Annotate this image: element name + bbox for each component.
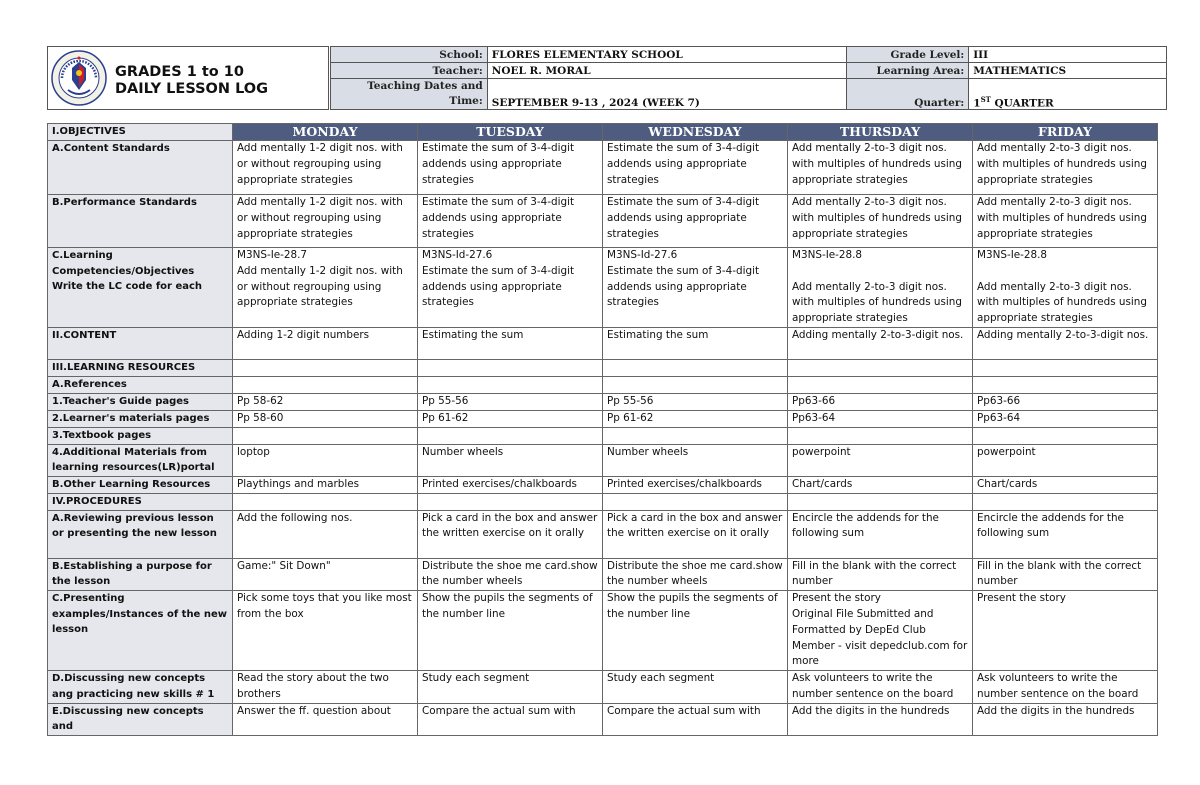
teaching-dates-value: SEPTEMBER 9-13 , 2024 (WEEK 7) [487, 79, 847, 110]
table-cell: Add mentally 2-to-3 digit nos. with multiples of hundreds using appropriate strategies [973, 195, 1158, 248]
table-cell: Ask volunteers to write the number sentence on the board [973, 671, 1158, 704]
table-row [48, 444, 1158, 476]
table-cell: Add mentally 1-2 digit nos. with or without regrouping using appropriate strategies [233, 141, 418, 195]
table-row [48, 410, 1158, 427]
table-cell: Playthings and marbles [233, 476, 418, 493]
row-label: B.Other Learning Resources [48, 476, 233, 493]
table-cell: M3NS-Id-27.6 Estimate the sum of 3-4-digit addends using appropriate strategies [418, 248, 603, 328]
objectives-label: I.OBJECTIVES [48, 124, 233, 141]
table-cell [418, 377, 603, 394]
table-cell: loptop [233, 444, 418, 476]
table-cell: Encircle the addends for the following sum [788, 510, 973, 558]
table-cell [233, 377, 418, 394]
table-cell: Read the story about the two brothers [233, 671, 418, 704]
table-cell: Adding mentally 2-to-3-digit nos. [788, 328, 973, 360]
row-label: C.Learning Competencies/Objectives Write the LC code for each [48, 248, 233, 328]
table-cell: Estimating the sum [418, 328, 603, 360]
day-tuesday: TUESDAY [418, 124, 603, 141]
title-line-1: GRADES 1 to 10 [115, 64, 244, 80]
table-cell: Chart/cards [788, 476, 973, 493]
table-cell: Estimate the sum of 3-4-digit addends using appropriate strategies [603, 195, 788, 248]
grade-level-value: III [969, 47, 1167, 63]
table-cell: M3NS-Ie-28.7 Add mentally 1-2 digit nos. with or without regrouping using appropriate strategies [233, 248, 418, 328]
day-monday: MONDAY [233, 124, 418, 141]
row-label: A.Content Standards [48, 141, 233, 195]
table-cell [788, 377, 973, 394]
table-cell: Add the digits in the hundreds [788, 703, 973, 735]
row-label: IV.PROCEDURES [48, 493, 233, 510]
school-label: School: [331, 47, 488, 63]
table-cell: Show the pupils the segments of the number line [418, 591, 603, 671]
table-cell: Ask volunteers to write the number sentence on the board [788, 671, 973, 704]
table-cell: Compare the actual sum with [603, 703, 788, 735]
table-row [48, 558, 1158, 591]
table-cell [973, 360, 1158, 377]
table-cell [788, 360, 973, 377]
quarter-text: QUARTER [990, 97, 1054, 109]
quarter-suffix: ST [980, 94, 991, 104]
teacher-label: Teacher: [331, 63, 488, 79]
table-cell [233, 427, 418, 444]
table-row [48, 476, 1158, 493]
table-cell: Pp63-64 [973, 410, 1158, 427]
table-cell [418, 360, 603, 377]
teacher-value: NOEL R. MORAL [487, 63, 847, 79]
table-cell [603, 360, 788, 377]
table-cell: powerpoint [973, 444, 1158, 476]
table-cell: Adding 1-2 digit numbers [233, 328, 418, 360]
table-row [48, 671, 1158, 704]
table-row [48, 493, 1158, 510]
table-cell [233, 360, 418, 377]
table-cell [973, 377, 1158, 394]
table-cell [788, 427, 973, 444]
row-label: 4.Additional Materials from learning resources(LR)portal [48, 444, 233, 476]
table-cell [603, 493, 788, 510]
table-row [48, 377, 1158, 394]
row-label: 2.Learner's materials pages [48, 410, 233, 427]
table-cell: Pp 55-56 [603, 394, 788, 411]
table-cell: Encircle the addends for the following sum [973, 510, 1158, 558]
table-cell: Add mentally 2-to-3 digit nos. with multiples of hundreds using appropriate strategies [973, 141, 1158, 195]
title-line-2: DAILY LESSON LOG [115, 81, 269, 97]
day-friday: FRIDAY [973, 124, 1158, 141]
table-row [48, 360, 1158, 377]
row-label: E.Discussing new concepts and [48, 703, 233, 735]
table-cell: Number wheels [418, 444, 603, 476]
page-title [115, 64, 268, 98]
day-header-row [48, 124, 1158, 141]
row-label: D.Discussing new concepts ang practicing new skills # 1 [48, 671, 233, 704]
table-cell: Game:" Sit Down" [233, 558, 418, 591]
table-cell: Estimate the sum of 3-4-digit addends using appropriate strategies [603, 141, 788, 195]
lesson-log-table [47, 123, 1158, 736]
table-cell [788, 493, 973, 510]
table-cell: Present the story Original File Submitted and Formatted by DepEd Club Member - visit depedclub.com for more [788, 591, 973, 671]
day-wednesday: WEDNESDAY [603, 124, 788, 141]
table-cell: Fill in the blank with the correct number [973, 558, 1158, 591]
table-cell: Pick a card in the box and answer the written exercise on it orally [418, 510, 603, 558]
learning-area-label: Learning Area: [847, 63, 969, 79]
table-cell: Estimate the sum of 3-4-digit addends using appropriate strategies [418, 195, 603, 248]
row-label: 3.Textbook pages [48, 427, 233, 444]
row-label: C.Presenting examples/Instances of the new lesson [48, 591, 233, 671]
table-cell: Chart/cards [973, 476, 1158, 493]
table-cell: Pp63-66 [973, 394, 1158, 411]
table-cell: Distribute the shoe me card.show the number wheels [418, 558, 603, 591]
table-cell: Pp63-66 [788, 394, 973, 411]
table-cell: Pick a card in the box and answer the written exercise on it orally [603, 510, 788, 558]
table-cell: Pp 61-62 [603, 410, 788, 427]
deped-seal-icon [51, 50, 107, 106]
table-cell: Answer the ff. question about [233, 703, 418, 735]
table-row [48, 510, 1158, 558]
table-cell [973, 493, 1158, 510]
day-thursday: THURSDAY [788, 124, 973, 141]
table-row [48, 703, 1158, 735]
table-cell: Add the digits in the hundreds [973, 703, 1158, 735]
table-cell: Fill in the blank with the correct number [788, 558, 973, 591]
row-label: II.CONTENT [48, 328, 233, 360]
quarter-label: Quarter: [847, 79, 969, 110]
table-row [48, 248, 1158, 328]
table-cell [973, 427, 1158, 444]
quarter-value [969, 79, 1167, 110]
row-label: B.Establishing a purpose for the lesson [48, 558, 233, 591]
table-cell: Add the following nos. [233, 510, 418, 558]
table-cell [603, 427, 788, 444]
table-cell: Number wheels [603, 444, 788, 476]
table-cell: M3NS-Ie-28.8 Add mentally 2-to-3 digit nos. with multiples of hundreds using appropriate strategies [973, 248, 1158, 328]
table-cell: Show the pupils the segments of the number line [603, 591, 788, 671]
table-cell: Add mentally 2-to-3 digit nos. with multiples of hundreds using appropriate strategies [788, 141, 973, 195]
table-cell: Pick some toys that you like most from the box [233, 591, 418, 671]
row-label: III.LEARNING RESOURCES [48, 360, 233, 377]
table-cell: Pp 58-60 [233, 410, 418, 427]
row-label: A.Reviewing previous lesson or presenting the new lesson [48, 510, 233, 558]
table-row [48, 591, 1158, 671]
table-cell: Pp 58-62 [233, 394, 418, 411]
table-cell: Estimating the sum [603, 328, 788, 360]
table-row [48, 328, 1158, 360]
row-label: B.Performance Standards [48, 195, 233, 248]
table-cell: Pp 61-62 [418, 410, 603, 427]
table-cell: Pp 55-56 [418, 394, 603, 411]
table-cell: Printed exercises/chalkboards [418, 476, 603, 493]
table-cell: Compare the actual sum with [418, 703, 603, 735]
table-row [48, 394, 1158, 411]
header [47, 46, 1167, 110]
table-cell: powerpoint [788, 444, 973, 476]
table-cell: Add mentally 2-to-3 digit nos. with multiples of hundreds using appropriate strategies [788, 195, 973, 248]
table-cell [418, 427, 603, 444]
table-cell: Add mentally 1-2 digit nos. with or without regrouping using appropriate strategies [233, 195, 418, 248]
row-label: 1.Teacher's Guide pages [48, 394, 233, 411]
table-cell: Distribute the shoe me card.show the number wheels [603, 558, 788, 591]
teaching-dates-label: Teaching Dates and Time: [331, 79, 488, 110]
table-cell: M3NS-Id-27.6 Estimate the sum of 3-4-digit addends using appropriate strategies [603, 248, 788, 328]
table-cell: Pp63-64 [788, 410, 973, 427]
table-row [48, 195, 1158, 248]
table-cell [233, 493, 418, 510]
table-cell: Study each segment [418, 671, 603, 704]
logo-box [47, 46, 329, 110]
header-info-table [330, 46, 1167, 110]
learning-area-value: MATHEMATICS [969, 63, 1167, 79]
table-cell: Estimate the sum of 3-4-digit addends using appropriate strategies [418, 141, 603, 195]
table-cell [603, 377, 788, 394]
row-label: A.References [48, 377, 233, 394]
table-cell [418, 493, 603, 510]
table-cell: Adding mentally 2-to-3-digit nos. [973, 328, 1158, 360]
table-cell: Study each segment [603, 671, 788, 704]
table-cell: M3NS-Ie-28.8 Add mentally 2-to-3 digit nos. with multiples of hundreds using appropriate strategies [788, 248, 973, 328]
lesson-log-body [48, 124, 1158, 736]
table-row [48, 141, 1158, 195]
table-cell: Printed exercises/chalkboards [603, 476, 788, 493]
school-value: FLORES ELEMENTARY SCHOOL [487, 47, 847, 63]
table-row [48, 427, 1158, 444]
grade-level-label: Grade Level: [847, 47, 969, 63]
quarter-number: 1 [973, 97, 981, 109]
table-cell: Present the story [973, 591, 1158, 671]
